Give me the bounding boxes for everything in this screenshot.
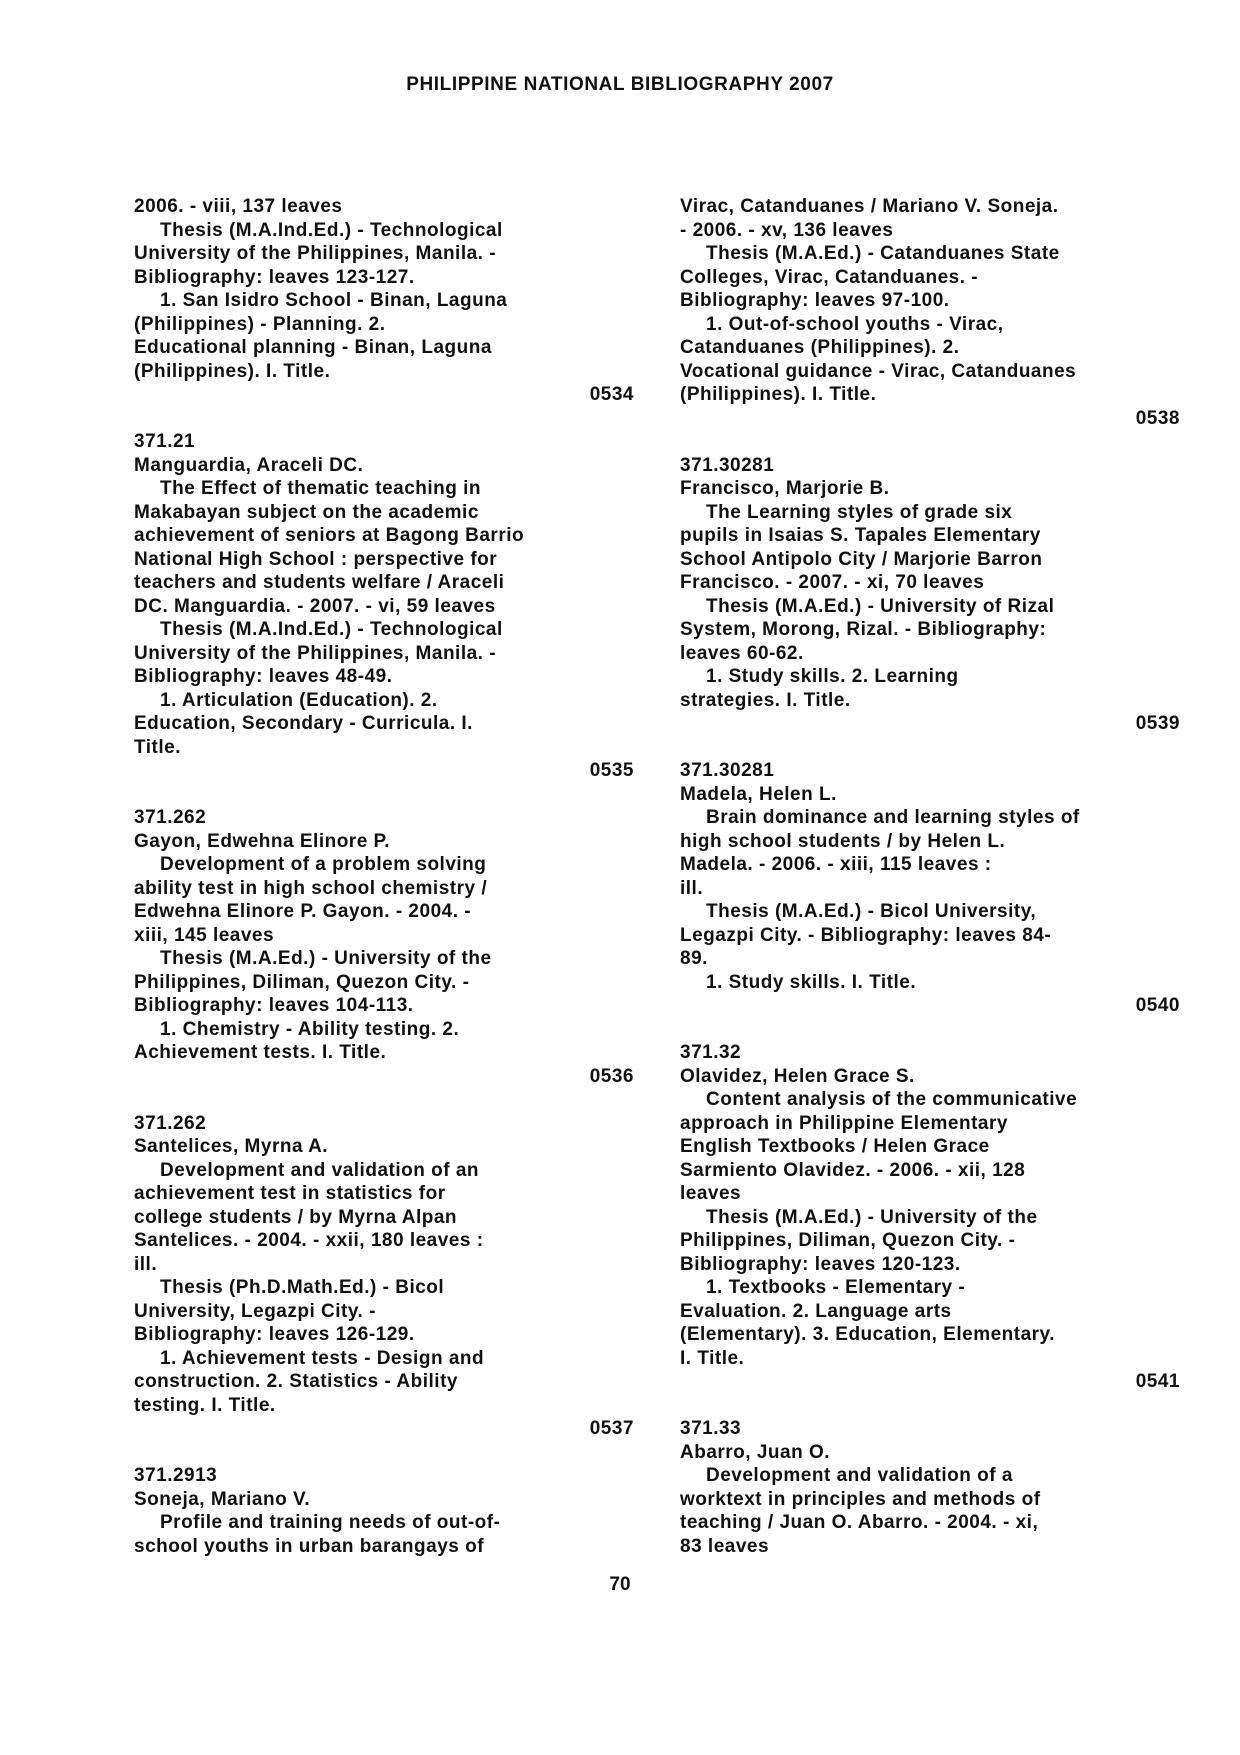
right-column: [680, 195, 1180, 1582]
entry-line: Thesis (M.A.Ed.) - Catanduanes State: [706, 243, 1060, 264]
entry-line: Colleges, Virac, Catanduanes. -: [680, 266, 979, 288]
entry-line: testing. I. Title.: [134, 1394, 276, 1416]
entry-line: Philippines, Diliman, Quezon City. -: [680, 1230, 1016, 1251]
entry-line: The Effect of thematic teaching in: [160, 478, 482, 499]
entry-line: System, Morong, Rizal. - Bibliography:: [680, 619, 1047, 640]
entry-line: xiii, 145 leaves: [134, 924, 275, 946]
entry-line: worktext in principles and methods of: [680, 1488, 1041, 1510]
entry-line: 1. San Isidro School - Binan, Laguna: [160, 290, 508, 311]
entry-line: leaves 60-62.: [680, 642, 804, 664]
entry-line: Philippines, Diliman, Quezon City. -: [134, 971, 470, 993]
entry-line: Thesis (M.A.Ind.Ed.) - Technological: [160, 219, 503, 241]
entry-line: 371.2913: [134, 1465, 218, 1486]
entry-line: Thesis (M.A.Ind.Ed.) - Technological: [160, 619, 503, 640]
entry-line: Francisco, Marjorie B.: [680, 478, 890, 499]
entry-line: 89.: [680, 948, 708, 969]
entry-line: 83 leaves: [680, 1535, 770, 1557]
entry-line: Madela. - 2006. - xiii, 115 leaves :: [680, 854, 992, 875]
entry-line: Education, Secondary - Curricula. I.: [134, 713, 473, 734]
entry-line: - 2006. - xv, 136 leaves: [680, 219, 894, 241]
entry-line: 1. Study skills. I. Title.: [706, 971, 917, 993]
entry-line: construction. 2. Statistics - Ability: [134, 1371, 458, 1392]
entry-line: high school students / by Helen L.: [680, 830, 1006, 852]
entry-line: Evaluation. 2. Language arts: [680, 1300, 952, 1322]
entry-line: Profile and training needs of out-of-: [160, 1512, 501, 1533]
entry-line: Title.: [134, 736, 181, 758]
entry-line: Madela, Helen L.: [680, 783, 837, 805]
entry-line: 1. Articulation (Education). 2.: [160, 689, 438, 711]
entry-line: Thesis (M.A.Ed.) - Bicol University,: [706, 901, 1037, 922]
entry-line: 371.30281: [680, 760, 775, 781]
entry-number: 0539: [1135, 713, 1180, 734]
entry-line: Brain dominance and learning styles of: [706, 807, 1080, 828]
left-column: [134, 195, 634, 1582]
entry-line: college students / by Myrna Alpan: [134, 1206, 458, 1228]
entry-line: Bibliography: leaves 97-100.: [680, 290, 950, 311]
entry-number: 0538: [1135, 407, 1180, 429]
entry-line: 371.262: [134, 807, 207, 828]
entry-line: Bibliography: leaves 120-123.: [680, 1253, 961, 1275]
entry-line: Manguardia, Araceli DC.: [134, 454, 364, 476]
entry-line: Development of a problem solving: [160, 854, 487, 875]
entry-line: Bibliography: leaves 48-49.: [134, 666, 393, 687]
entry-line: 1. Out-of-school youths - Virac,: [706, 313, 1004, 335]
entry-line: Virac, Catanduanes / Mariano V. Soneja.: [680, 196, 1059, 217]
entry-line: Achievement tests. I. Title.: [134, 1042, 387, 1063]
bibliography-entry: [134, 806, 634, 1088]
entry-line: Thesis (M.A.Ed.) - University of the: [706, 1206, 1038, 1228]
bibliography-entry: [680, 195, 1180, 430]
bibliography-entry: [134, 195, 634, 407]
entry-line: (Elementary). 3. Education, Elementary.: [680, 1324, 1055, 1345]
bibliography-entry: [134, 1112, 634, 1441]
entry-line: Bibliography: leaves 126-129.: [134, 1324, 415, 1345]
entry-line: teaching / Juan O. Abarro. - 2004. - xi,: [680, 1512, 1039, 1533]
entry-line: Abarro, Juan O.: [680, 1441, 831, 1463]
page-number: 70: [609, 1574, 631, 1595]
entry-line: 371.30281: [680, 454, 775, 476]
entry-line: University of the Philippines, Manila. -: [134, 243, 497, 264]
entry-line: 371.262: [134, 1112, 207, 1134]
entry-line: 1. Chemistry - Ability testing. 2.: [160, 1018, 460, 1040]
bibliography-entry: [134, 1464, 634, 1558]
entry-line: Thesis (M.A.Ed.) - University of the: [160, 948, 492, 969]
entry-line: I. Title.: [680, 1347, 745, 1369]
entry-line: achievement test in statistics for: [134, 1183, 446, 1204]
entry-line: 1. Achievement tests - Design and: [160, 1347, 485, 1369]
entry-number: 0535: [589, 760, 634, 781]
entry-number: 0536: [589, 1065, 634, 1087]
entry-line: strategies. I. Title.: [680, 689, 851, 711]
entry-line: Catanduanes (Philippines). 2.: [680, 337, 960, 358]
entry-line: school youths in urban barangays of: [134, 1535, 485, 1557]
bibliography-entry: [134, 430, 634, 783]
entry-line: Santelices, Myrna A.: [134, 1136, 329, 1157]
entry-line: 371.32: [680, 1042, 742, 1063]
entry-line: Content analysis of the communicative: [706, 1089, 1078, 1110]
bibliography-entry: [680, 1041, 1180, 1394]
entry-line: Bibliography: leaves 123-127.: [134, 266, 415, 288]
entry-line: ill.: [134, 1253, 158, 1275]
entry-number: 0540: [1135, 995, 1180, 1016]
entry-line: Vocational guidance - Virac, Catanduanes: [680, 360, 1077, 382]
entry-line: 371.33: [680, 1418, 742, 1439]
entry-number: 0541: [1135, 1371, 1180, 1392]
entry-line: The Learning styles of grade six: [706, 501, 1013, 523]
entry-line: National High School : perspective for: [134, 548, 498, 570]
entry-line: ill.: [680, 877, 704, 899]
entry-line: Olavidez, Helen Grace S.: [680, 1065, 915, 1087]
entry-line: English Textbooks / Helen Grace: [680, 1136, 990, 1157]
entry-line: Sarmiento Olavidez. - 2006. - xii, 128: [680, 1159, 1026, 1181]
entry-line: pupils in Isaias S. Tapales Elementary: [680, 525, 1041, 546]
entry-line: 371.21: [134, 431, 196, 452]
entry-line: School Antipolo City / Marjorie Barron: [680, 548, 1043, 570]
bibliography-entry: [680, 1417, 1180, 1558]
bibliography-entry: [680, 454, 1180, 736]
entry-line: Francisco. - 2007. - xi, 70 leaves: [680, 572, 985, 593]
entry-line: (Philippines) - Planning. 2.: [134, 313, 386, 335]
entry-line: Makabayan subject on the academic: [134, 501, 479, 523]
entry-line: Legazpi City. - Bibliography: leaves 84-: [680, 924, 1052, 946]
entry-line: Edwehna Elinore P. Gayon. - 2004. -: [134, 901, 472, 922]
entry-line: Thesis (Ph.D.Math.Ed.) - Bicol: [160, 1277, 445, 1298]
entry-line: leaves: [680, 1183, 742, 1204]
entry-number: 0534: [589, 384, 634, 405]
entry-line: DC. Manguardia. - 2007. - vi, 59 leaves: [134, 595, 496, 617]
entry-line: Development and validation of a: [706, 1465, 1013, 1486]
entry-line: (Philippines). I. Title.: [134, 360, 331, 382]
entry-line: teachers and students welfare / Araceli: [134, 572, 505, 593]
entry-number: 0537: [589, 1418, 634, 1439]
entry-line: 1. Study skills. 2. Learning: [706, 666, 959, 687]
entry-line: achievement of seniors at Bagong Barrio: [134, 525, 525, 546]
entry-line: University of the Philippines, Manila. -: [134, 642, 497, 664]
entry-line: University, Legazpi City. -: [134, 1300, 376, 1322]
entry-line: (Philippines). I. Title.: [680, 384, 877, 405]
entry-line: 1. Textbooks - Elementary -: [706, 1277, 966, 1298]
bibliography-entry: [680, 759, 1180, 1018]
entry-line: Educational planning - Binan, Laguna: [134, 337, 492, 358]
entry-line: Thesis (M.A.Ed.) - University of Rizal: [706, 595, 1055, 617]
entry-line: Soneja, Mariano V.: [134, 1488, 311, 1510]
page-header: PHILIPPINE NATIONAL BIBLIOGRAPHY 2007: [406, 74, 834, 95]
entry-line: Bibliography: leaves 104-113.: [134, 995, 414, 1016]
entry-line: ability test in high school chemistry /: [134, 877, 488, 899]
entry-line: Development and validation of an: [160, 1159, 479, 1181]
entry-line: Gayon, Edwehna Elinore P.: [134, 830, 391, 852]
entry-line: 2006. - viii, 137 leaves: [134, 196, 343, 217]
entry-line: approach in Philippine Elementary: [680, 1112, 1008, 1134]
entry-line: Santelices. - 2004. - xxii, 180 leaves :: [134, 1230, 484, 1251]
